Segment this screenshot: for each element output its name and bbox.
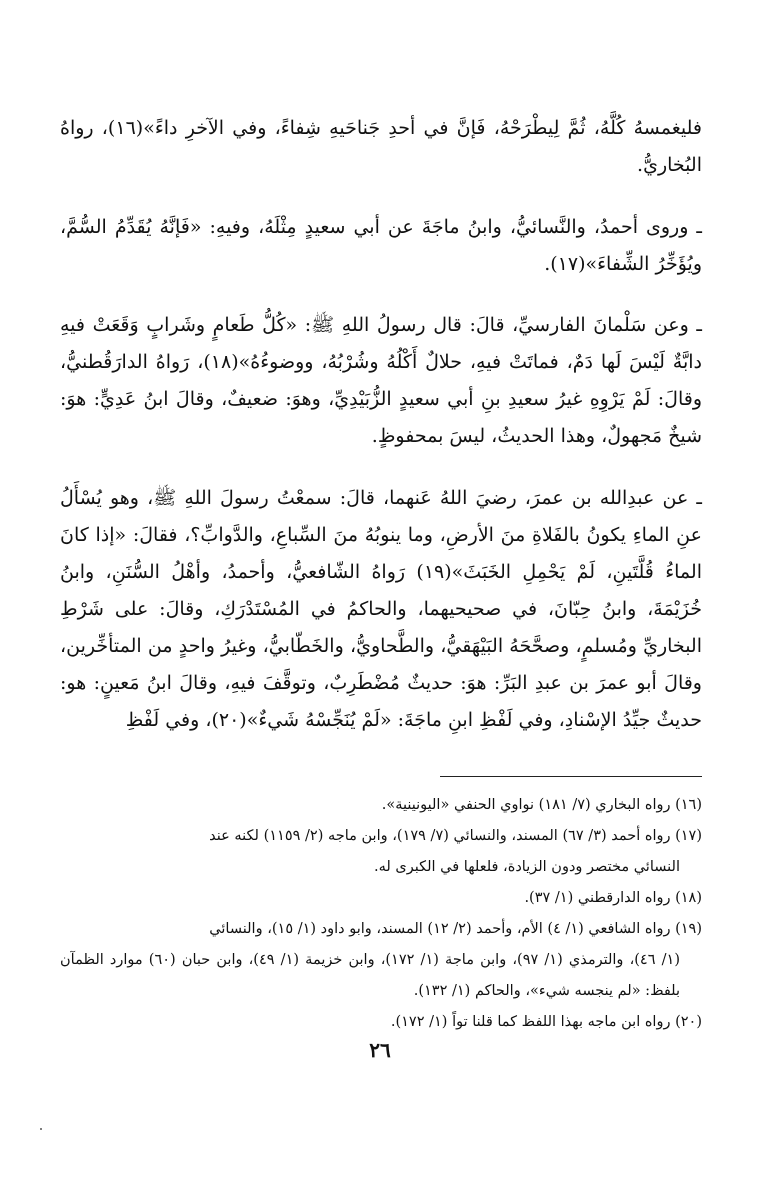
footnote-17-continuation: النسائي مختصر ودون الزيادة، فلعلها في الكبرى له.: [373, 859, 680, 875]
paragraph-4: ـ عن عبدِالله بن عمرَ، رضيَ اللهُ عَنهما، قالَ: سمعْتُ رسولَ اللهِ ﷺ، وهو يُسْأَلُ عنِ الماءِ يكونُ بالفَلاةِ منَ الأرضِ، وما ينوبُهُ منَ السِّباعِ، والدَّوابِّ؟، فقالَ: «إذا كانَ الماءُ قُلَّتَينِ، لَمْ يَحْمِلِ الخَبَثَ»(١٩) رَواهُ الشّافعيُّ، وأحمدُ، وأهْلُ السُّنَنِ، وابنُ خُزَيْمَةَ، وابنُ حِبّانَ، في صحيحيهما، والحاكمُ في المُسْتَدْرَكِ، وقالَ: على شَرْطِ البخاريِّ ومُسلمٍ، وصحَّحَهُ البَيْهَقيُّ، والطَّحاويُّ، والخَطّابيُّ، وغيرُ واحدٍ من المتأخِّرين، وقالَ أبو عمرَ بن عبدِ البَرِّ: هوَ: حديثٌ مُضْطَرِبٌ، وتوقَّفَ فيهِ، وقالَ ابنُ مَعينٍ: هو: حديثٌ جيِّدُ الإسْنادِ، وفي لَفْظِ ابنِ ماجَةَ: «لَمْ يُنَجِّسْهُ شَيءٌ»(٢٠)، وفي لَفْظِ: [60, 487, 702, 731]
footnote-divider: [440, 776, 702, 777]
footnotes: [60, 790, 702, 1038]
footnote-16: [60, 790, 702, 821]
paragraph-1: فليغمسهُ كُلَّهُ، ثُمَّ لِيطْرَحْهُ، فَإنَّ في أحدِ جَناحَيهِ شِفاءً، وفي الآخرِ داءً»(١٦)، رواهُ البُخاريُّ.: [60, 117, 703, 176]
footnote-17-text: (١٧) رواه أحمد (٣/ ٦٧) المسند، والنسائي (٧/ ١٧٩)، وابن ماجه (٢/ ١١٥٩) لكنه عند: [209, 828, 702, 844]
footnote-19-text: (١٩) رواه الشافعي (١/ ٤) الأم، وأحمد (٢/ ١٢) المسند، وابو داود (١/ ١٥)، والنسائي: [209, 921, 702, 937]
footnote-19-continuation: (١/ ٤٦)، والترمذي (١/ ٩٧)، وابن ماجة (١/ ١٧٢)، وابن خزيمة (١/ ٤٩)، وابن حبان (٦٠) موارد الظمآن بلفظ: «لم ينجسه شيء»، والحاكم (١/ ١٣٢).: [60, 952, 680, 999]
footnote-19: [60, 914, 702, 1007]
footnote-16-text: (١٦) رواه البخاري (٧/ ١٨١) نواوي الحنفي «اليونينية».: [381, 797, 702, 813]
main-text: [60, 110, 702, 764]
paragraph-2: ـ وروى أحمدُ، والنَّسائيُّ، وابنُ ماجَةَ عن أبي سعيدٍ مِثْلَهُ، وفيهِ: «فَإنَّهُ يُقَدِّمُ السُّمَّ، ويُؤَخِّرُ الشِّفاءَ»(١٧).: [60, 216, 702, 275]
footnote-18-text: (١٨) رواه الدارقطني (١/ ٣٧).: [524, 890, 702, 906]
footnote-20: [60, 1007, 702, 1038]
footnote-20-text: (٢٠) رواه ابن ماجه بهذا اللفظ كما قلنا تواً (١/ ١٧٢).: [390, 1014, 702, 1030]
paragraph-3: ـ وعن سَلْمانَ الفارسيِّ، قالَ: قال رسولُ اللهِ ﷺ: «كُلُّ طَعامٍ وشَرابٍ وَقَعَتْ فيهِ دابَّةٌ لَيْسَ لَها دَمٌ، فماتَتْ فيهِ، حلالٌ أَكْلُهُ وشُرْبُهُ، ووضوءُهُ»(١٨)، رَواهُ الدارَقُطنيُّ، وقالَ: لَمْ يَرْوِهِ غيرُ سعيدِ بنِ أبي سعيدٍ الزُّبَيْدِيِّ، وهوَ: ضعيفٌ، وقالَ ابنُ عَدِيٍّ: هوَ: شيخٌ مَجهولٌ، وهذا الحديثُ، ليسَ بمحفوظٍ.: [60, 314, 702, 447]
footnote-17: [60, 821, 702, 883]
page-number: ٢٦: [369, 1038, 391, 1062]
scan-speck: [40, 1128, 42, 1130]
footnote-18: [60, 883, 702, 914]
